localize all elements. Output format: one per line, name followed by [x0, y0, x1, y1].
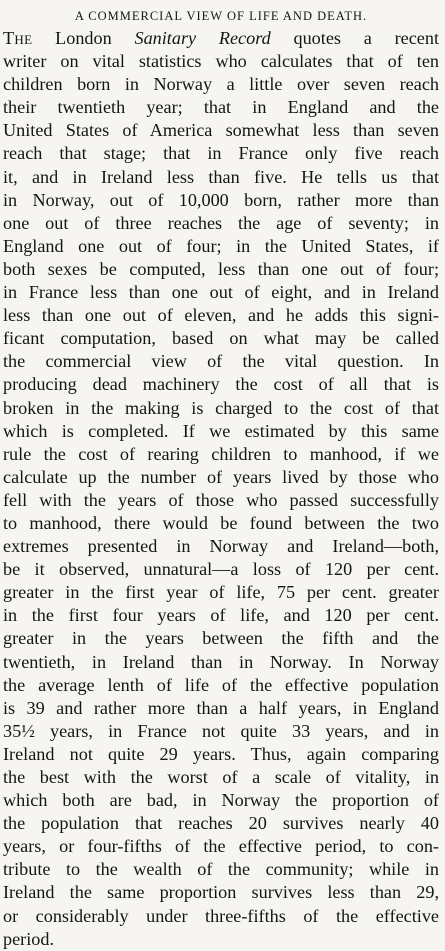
- article-line: United States of America somewhat less than seven: [3, 120, 439, 141]
- article-line: years, or four-fifths of the effective period, to con-: [3, 836, 439, 857]
- article-line: broken in the making is charged to the cost of that: [3, 397, 439, 418]
- line-text: London: [32, 28, 135, 48]
- article-line: England one out of four; in the United States, if: [3, 235, 439, 256]
- article-line: writer on vital statistics who calculates that of ten: [3, 51, 439, 72]
- article-line: which is completed. If we estimated by this same: [3, 420, 439, 441]
- article-line: greater in the first year of life, 75 per cent. greater: [3, 582, 439, 603]
- article-line: extremes presented in Norway and Ireland—both,: [3, 536, 439, 557]
- article-line: producing dead machinery the cost of all that is: [3, 374, 439, 395]
- article-line: in France less than one out of eight, and in Ireland: [3, 282, 439, 303]
- article-line: rule the cost of rearing children to manhood, if we: [3, 443, 439, 464]
- article-line: is 39 and rather more than a half years, in England: [3, 697, 439, 718]
- article-line: period.: [3, 928, 55, 949]
- article-line: calculate up the number of years lived by those who: [3, 466, 439, 487]
- line-text: quotes a recent: [270, 28, 439, 48]
- article-line: both sexes be computed, less than one out of four;: [3, 258, 439, 279]
- article-line: which both are bad, in Norway the proportion of: [3, 790, 439, 811]
- article-line: the population that reaches 20 survives nearly 40: [3, 813, 439, 834]
- article-line: or considerably under three-fifths of the effective: [3, 905, 439, 926]
- article-line: less than one out of eleven, and he adds this signi-: [3, 305, 439, 326]
- article-line: to manhood, there would be found between the two: [3, 512, 439, 533]
- article-line: the average lenth of life of the effective population: [3, 674, 439, 695]
- article-line: fell with the years of those who passed successfully: [3, 489, 439, 510]
- article-line: children born in Norway a little over seven reach: [3, 74, 439, 95]
- article-line: be it observed, unnatural—a loss of 120 per cent.: [3, 559, 439, 580]
- article-body: [3, 27, 439, 951]
- publication-title: Sanitary Record: [134, 28, 271, 48]
- article-line: their twentieth year; that in England and the: [3, 97, 439, 118]
- article-line: twentieth, in Ireland than in Norway. In Norway: [3, 651, 439, 672]
- article-line: in the first four years of life, and 120 per cent.: [3, 605, 439, 626]
- opening-word: The: [3, 28, 33, 48]
- article-line: the commercial view of the vital question. In: [3, 351, 439, 372]
- article-line: it, and in Ireland less than five. He tells us that: [3, 166, 439, 187]
- article-line: Ireland not quite 29 years. Thus, again comparing: [3, 743, 439, 764]
- article-line: [3, 27, 439, 50]
- article-line: the best with the worst of a scale of vitality, in: [3, 767, 439, 787]
- article-line: tribute to the wealth of the community; while in: [3, 859, 439, 880]
- article-line: one out of three reaches the age of seventy; in: [3, 212, 439, 233]
- article-line: 35½ years, in France not quite 33 years, and in: [3, 720, 439, 741]
- article-line: in Norway, out of 10,000 born, rather more than: [3, 189, 439, 210]
- article-line: ficant computation, based on what may be called: [3, 328, 439, 349]
- article-line: Ireland the same proportion survives less than 29,: [3, 882, 439, 903]
- article-line: greater in the years between the fifth and the: [3, 628, 439, 649]
- article-line: reach that stage; that in France only five reach: [3, 143, 439, 164]
- article-headline: A COMMERCIAL VIEW OF LIFE AND DEATH.: [74, 9, 368, 23]
